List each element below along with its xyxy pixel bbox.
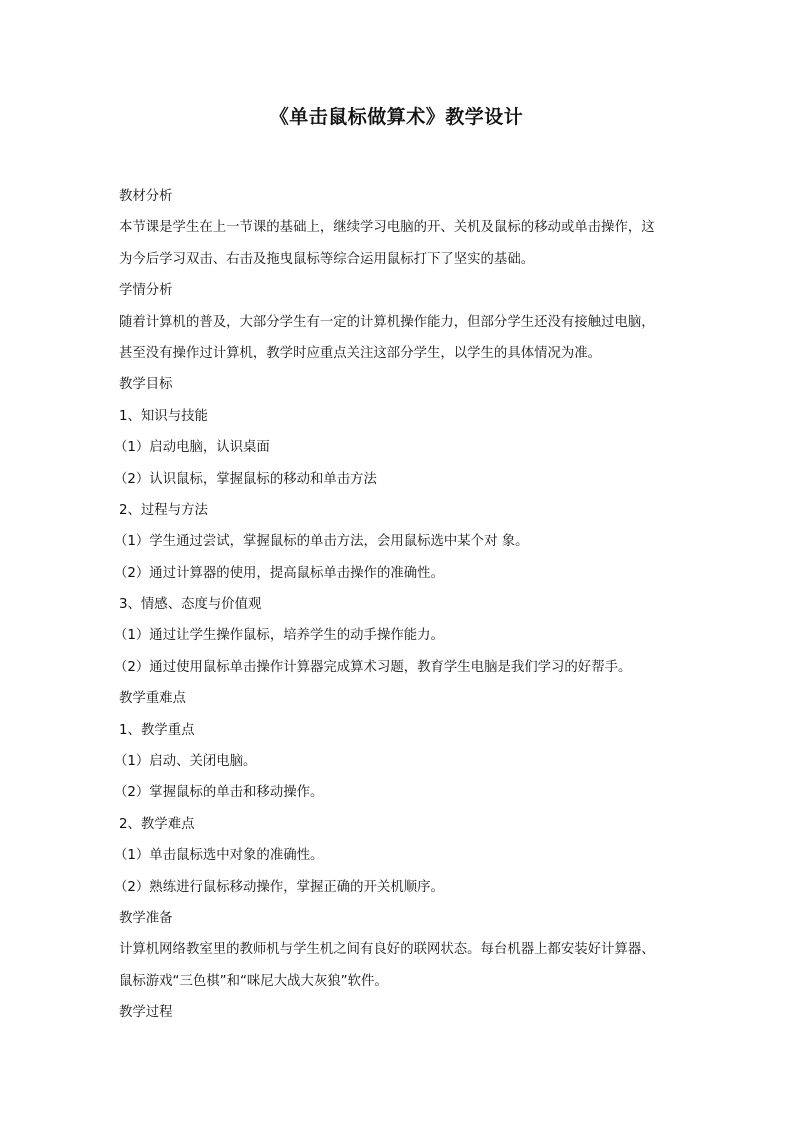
section-heading-teaching-goals: 教学目标 <box>119 377 173 393</box>
paragraph-line: 本节课是学生在上一节课的基础上，继续学习电脑的开、关机及鼠标的移动或单击操作，这 <box>119 220 655 236</box>
list-item: （1）启动、关闭电脑。 <box>114 754 257 770</box>
paragraph-line: 为今后学习双击、右击及拖曳鼠标等综合运用鼠标打下了坚实的基础。 <box>119 251 535 267</box>
section-heading-textbook-analysis: 教材分析 <box>119 189 173 204</box>
section-heading-teaching-process: 教学过程 <box>119 1005 173 1021</box>
list-item: （2）通过使用鼠标单击操作计算器完成算术习题，教育学生电脑是我们学习的好帮手。 <box>114 659 632 675</box>
paragraph-line: 随着计算机的普及，大部分学生有一定的计算机操作能力，但部分学生还没有接触过电脑， <box>119 314 655 330</box>
subsection-heading: 3、情感、态度与价值观 <box>119 597 262 613</box>
paragraph-line: 计算机网络教室里的教师机与学生机之间有良好的联网状态。每台机器上都安装好计算器、 <box>119 942 655 958</box>
paragraph-line: 甚至没有操作过计算机，教学时应重点关注这部分学生，以学生的具体情况为准。 <box>119 345 602 361</box>
list-item: （2）通过计算器的使用，提高鼠标单击操作的准确性。 <box>114 565 444 581</box>
subsection-heading: 2、过程与方法 <box>119 502 208 518</box>
section-heading-student-analysis: 学情分析 <box>119 283 173 299</box>
paragraph-line: 鼠标游戏“三色棋”和“咪尼大战大灰狼”软件。 <box>119 973 388 989</box>
document-title: 《单击鼠标做算术》教学设计 <box>269 106 524 128</box>
subsection-heading: 1、教学重点 <box>119 722 195 738</box>
list-item: （1）单击鼠标选中对象的准确性。 <box>114 848 324 864</box>
subsection-heading: 2、教学难点 <box>119 816 195 832</box>
list-item: （1）学生通过尝试，掌握鼠标的单击方法，会用鼠标选中某个对 象。 <box>114 534 529 550</box>
list-item: （2）掌握鼠标的单击和移动操作。 <box>114 785 324 801</box>
list-item: （1）启动电脑，认识桌面 <box>114 440 270 456</box>
section-heading-teaching-preparation: 教学准备 <box>119 910 173 926</box>
section-heading-key-difficult-points: 教学重难点 <box>119 691 186 707</box>
list-item: （1）通过让学生操作鼠标，培养学生的动手操作能力。 <box>114 628 444 644</box>
document-body <box>114 181 679 1029</box>
list-item: （2）熟练进行鼠标移动操作，掌握正确的开关机顺序。 <box>114 879 444 895</box>
subsection-heading: 1、知识与技能 <box>119 408 208 424</box>
list-item: （2）认识鼠标，掌握鼠标的移动和单击方法 <box>114 471 377 487</box>
